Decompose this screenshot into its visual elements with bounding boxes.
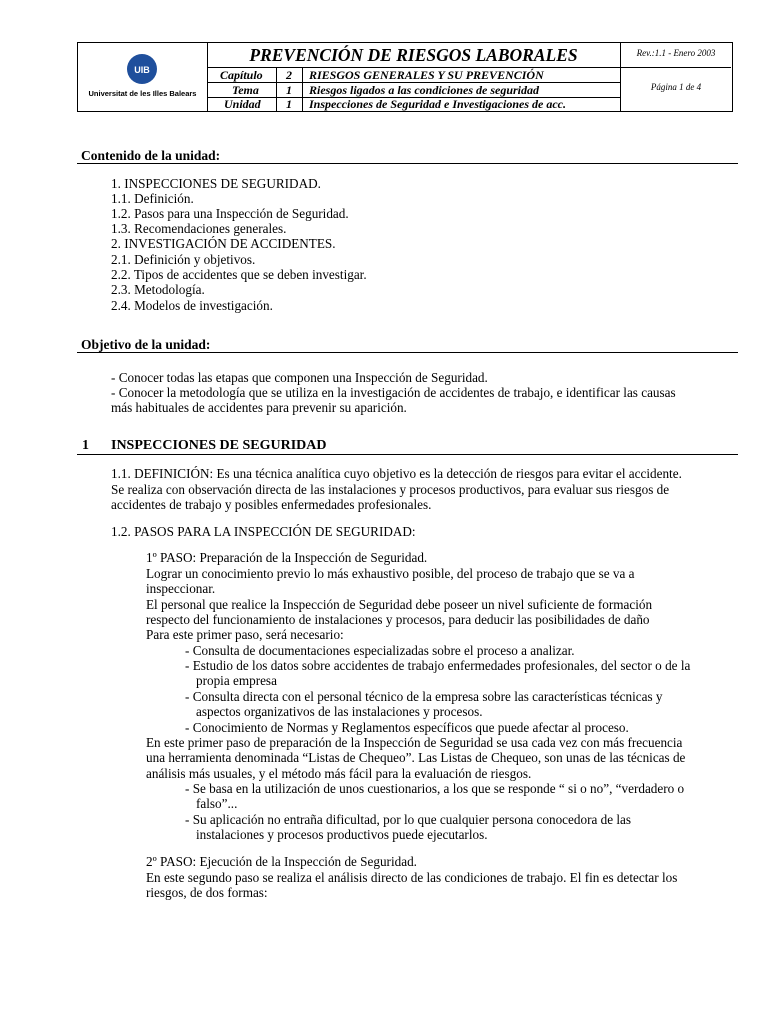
- logo-text: UIB: [134, 65, 150, 75]
- paso2-line: riesgos, de dos formas:: [146, 885, 268, 900]
- title-cell: [207, 43, 620, 68]
- paso1-bullet: - Estudio de los datos sobre accidentes de trabajo enfermedades profesionales, del sector o de la: [185, 658, 691, 673]
- contenido-item: 1.2. Pasos para una Inspección de Seguridad.: [111, 206, 349, 221]
- paso1-bullet: propia empresa: [196, 673, 277, 688]
- objetivo-line: - Conocer todas las etapas que componen una Inspección de Seguridad.: [111, 370, 488, 385]
- row-text: Inspecciones de Seguridad e Investigaciones de acc.: [309, 97, 566, 111]
- row-text: RIESGOS GENERALES Y SU PREVENCIÓN: [309, 68, 544, 82]
- paso1-line: inspeccionar.: [146, 581, 216, 596]
- header-row-unidad: [207, 97, 620, 111]
- contenido-item: 1.3. Recomendaciones generales.: [111, 221, 287, 236]
- paso1-line: respecto del funcionamiento de instalaciones y procesos, para deducir las posibilidades de daño: [146, 612, 650, 627]
- contenido-item: 2. INVESTIGACIÓN DE ACCIDENTES.: [111, 236, 336, 251]
- contenido-item: 2.3. Metodología.: [111, 282, 205, 297]
- paso1-more-line: análisis más usuales, y el método más fácil para la evaluación de riesgos.: [146, 766, 532, 781]
- contenido-item: 2.2. Tipos de accidentes que se deben investigar.: [111, 267, 367, 282]
- row-label: Unidad: [224, 97, 261, 111]
- logo-cell: [78, 43, 208, 111]
- row-label: Capítulo: [220, 68, 263, 82]
- pasos-heading: 1.2. PASOS PARA LA INSPECCIÓN DE SEGURIDAD:: [111, 524, 416, 539]
- revision-text: Rev.:1.1 - Enero 2003: [636, 48, 716, 58]
- checklist-bullet: - Su aplicación no entraña dificultad, por lo que cualquier persona conocedora de las: [185, 812, 632, 827]
- page-number: Página 1 de 4: [650, 82, 702, 92]
- paso1-bullet: - Consulta de documentaciones especializadas sobre el proceso a analizar.: [185, 643, 575, 658]
- checklist-bullet: instalaciones y procesos productivos puede ejecutarlos.: [196, 827, 488, 842]
- definicion-line: accidentes de trabajo y posibles enfermedades profesionales.: [111, 497, 432, 512]
- definicion-line: 1.1. DEFINICIÓN: Es una técnica analítica cuyo objetivo es la detección de riesgos para evitar el accidente.: [111, 466, 682, 481]
- university-name: Universitat de les Illes Balears: [88, 89, 197, 98]
- row-number: 1: [286, 97, 292, 111]
- contenido-item: 2.1. Definición y objetivos.: [111, 252, 256, 267]
- objetivo-line: - Conocer la metodología que se utiliza en la investigación de accidentes de trabajo, e identificar las causas: [111, 385, 676, 400]
- document-header: [77, 42, 733, 112]
- row-text: Riesgos ligados a las condiciones de seguridad: [309, 83, 540, 97]
- revision-cell: [620, 43, 733, 111]
- section-title: INSPECCIONES DE SEGURIDAD: [111, 438, 327, 453]
- objetivo-heading: Objetivo de la unidad:: [81, 337, 211, 352]
- objetivo-line: más habituales de accidentes para prevenir su aparición.: [111, 400, 407, 415]
- header-row-capitulo: [207, 68, 620, 83]
- paso1-bullet: - Consulta directa con el personal técnico de la empresa sobre las características técnicas y: [185, 689, 663, 704]
- definicion-line: Se realiza con observación directa de las instalaciones y procesos productivos, para evaluar sus riesgos de: [111, 482, 670, 497]
- contenido-item: 2.4. Modelos de investigación.: [111, 298, 273, 313]
- section-number: 1: [82, 438, 89, 453]
- paso1-bullet: aspectos organizativos de las instalaciones y procesos.: [196, 704, 483, 719]
- paso1-more-line: una herramienta denominada “Listas de Chequeo”. Las Listas de Chequeo, son unas de las técnicas de: [146, 750, 686, 765]
- row-number: 1: [286, 83, 292, 97]
- uib-logo-icon: [126, 53, 158, 85]
- paso1-line: El personal que realice la Inspección de Seguridad debe poseer un nivel suficiente de formación: [146, 597, 653, 612]
- checklist-bullet: falso”...: [196, 796, 238, 811]
- paso1-more-line: En este primer paso de preparación de la Inspección de Seguridad se usa cada vez con más frecuencia: [146, 735, 683, 750]
- paso1-line: Para este primer paso, será necesario:: [146, 627, 344, 642]
- checklist-bullet: - Se basa en la utilización de unos cuestionarios, a los que se responde “ si o no”, “verdadero o: [185, 781, 685, 796]
- paso1-bullet: - Conocimiento de Normas y Reglamentos específicos que puede afectar al proceso.: [185, 720, 629, 735]
- contenido-item: 1. INSPECCIONES DE SEGURIDAD.: [111, 176, 321, 191]
- contenido-heading: Contenido de la unidad:: [81, 148, 221, 163]
- row-label: Tema: [232, 83, 259, 97]
- contenido-item: 1.1. Definición.: [111, 191, 194, 206]
- paso2-line: En este segundo paso se realiza el análisis directo de las condiciones de trabajo. El fin es detectar los: [146, 870, 678, 885]
- document-title: PREVENCIÓN DE RIESGOS LABORALES: [249, 45, 578, 65]
- header-row-tema: [207, 83, 620, 98]
- paso2-line: 2º PASO: Ejecución de la Inspección de Seguridad.: [146, 854, 417, 869]
- paso1-line: Lograr un conocimiento previo lo más exhaustivo posible, del proceso de trabajo que se va a: [146, 566, 635, 581]
- row-number: 2: [286, 68, 292, 82]
- paso1-line: 1º PASO: Preparación de la Inspección de Seguridad.: [146, 550, 428, 565]
